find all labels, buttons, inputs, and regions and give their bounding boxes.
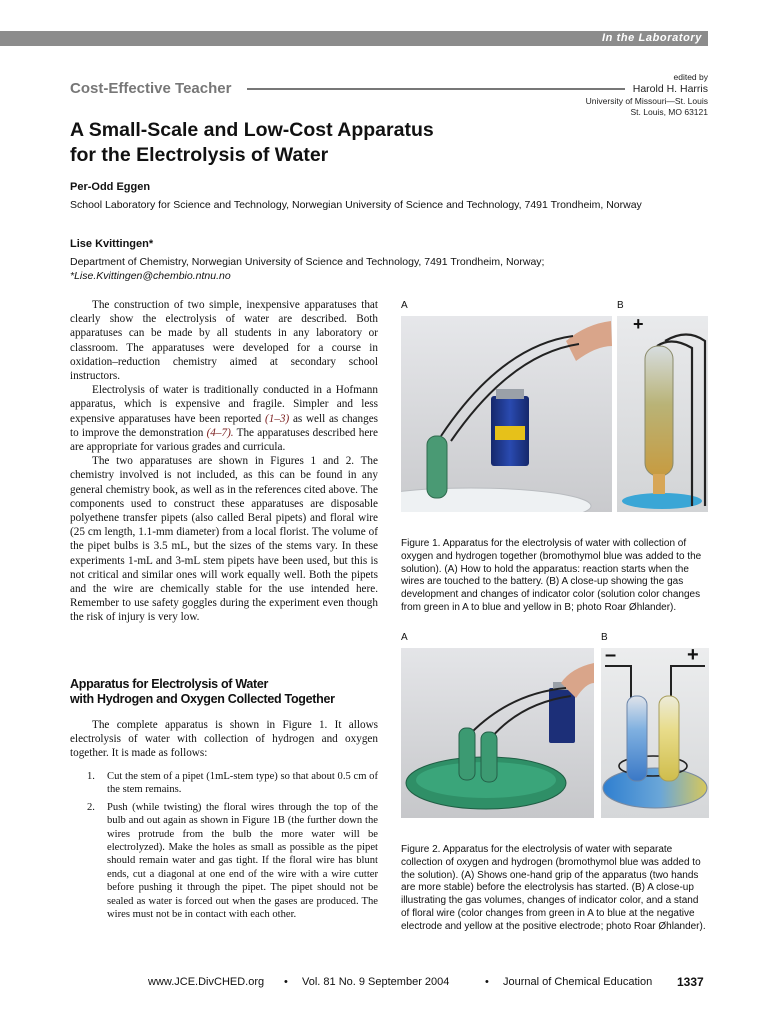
section-bar [0, 31, 708, 46]
footer-separator-1: • [284, 976, 288, 988]
step-number: 2. [87, 801, 95, 813]
step-text: Cut the stem of a pipet (1mL-stem type) so that about 0.5 cm of the stem remains. [107, 771, 378, 796]
fig1b-photo [617, 316, 708, 512]
fig1-label-b: B [617, 300, 624, 311]
steps-list [70, 770, 378, 925]
heading-line-1: Apparatus for Electrolysis of Water [70, 677, 269, 691]
fig1a-photo [401, 316, 612, 512]
fig2-label-a: A [401, 632, 408, 643]
paragraph-4: The complete apparatus is shown in Figure 1. It allows electrolysis of water with collection of hydrogen and oxygen together. It is made as follows: [70, 719, 378, 760]
editor-name: Harold H. Harris [632, 83, 708, 95]
list-item [70, 770, 378, 797]
paragraph-1: The construction of two simple, inexpensive apparatuses that clearly show the electrolysis of water are described. Both apparatuses can be made by all students in any laboratory or classroom. The apparatuses were developed for a course in oxidation–reduction chemistry aimed at secondary school instructors. [70, 299, 378, 383]
p2-text-b: as well as changes to improve the demonstration [70, 412, 379, 439]
reference-link-2[interactable]: (4–7). [206, 426, 234, 439]
editor-block [586, 72, 708, 118]
step-number: 1. [87, 771, 95, 782]
footer-journal: Journal of Chemical Education [503, 976, 653, 988]
fig1b-plus-sign: + [633, 316, 644, 334]
fig1a-illustration [401, 316, 612, 512]
reference-link-1[interactable]: (1–3) [265, 412, 290, 425]
editor-affiliation: University of Missouri—St. Louis [585, 96, 708, 106]
fig1b-illustration [617, 316, 708, 512]
column-title: Cost-Effective Teacher [70, 80, 232, 97]
fig2b-minus-sign: – [605, 648, 617, 666]
fig2b-plus-sign: + [687, 648, 699, 666]
title-line-1: A Small-Scale and Low-Cost Apparatus [70, 119, 434, 141]
list-item [70, 801, 378, 922]
edited-by-label: edited by [673, 72, 708, 82]
footer-separator-2: • [485, 976, 489, 988]
fig2-label-b: B [601, 632, 608, 643]
step-text: Push (while twisting) the floral wires through the top of the bulb and out again as shown in Figure 1B (the further down the wires protrude from the bulb the more water will be electrolyzed). Make the holes as small as possible as the pipet should remain water and gas tight. If the floral wire has blunt ends, cut a diagonal at one end of the wire with a wire cutter before pushing it through the pipet. The pipet should not be sealed as water is forced out when the gases are produced. The wires must not be in contact with each other. [107, 801, 378, 921]
editor-address: St. Louis, MO 63121 [630, 107, 708, 117]
p2-text-c: The apparatuses described here are appropriate for various grades and curricula. [70, 426, 378, 454]
author-1: Per-Odd Eggen [70, 181, 151, 193]
fig2b-photo [601, 648, 709, 818]
fig2b-illustration [601, 648, 709, 818]
column-rule [247, 88, 625, 90]
author-2-affiliation [70, 255, 700, 283]
fig2a-photo [401, 648, 594, 818]
p2-text-a: Electrolysis of water is traditionally conducted in a Hofmann apparatus, which is expensive and fragile. Simpler and less expensive apparatuses have been reported [70, 384, 378, 425]
title-line-2: for the Electrolysis of Water [70, 144, 329, 166]
section-label: In the Laboratory [592, 31, 708, 46]
page-number: 1337 [677, 975, 704, 989]
figure-2-caption: Figure 2. Apparatus for the electrolysis of water with separate collection of oxygen and hydrogen (bromothymol blue was added to the solution). (A) Shows one-hand grip of the apparatus (two hands are more stable) before the electrolysis has started. (B) A close-up illustrating the gas volumes, changes of indicator color, and a stand of floral wire (color changes from green in A to blue at the negative electrode and yellow at the positive electrode; photo Roar Øhlander). [401, 844, 706, 932]
paragraph-3: The two apparatuses are shown in Figures 1 and 2. The chemistry involved is not included, as this can be found in any general chemistry book, as well as in the references cited above. The components used to construct these apparatuses are disposable polyethene transfer pipets (also called Beral pipets) and floral wire (25 cm length, 1.1-mm diameter) from a local florist. The volume of the pipet bulbs is 3.5 mL, but the sizes of the stems vary. In these experiments 1-mL and 3-mL stem pipets have been used, but this is not critical and similar ones will work equally well. Both the pipets and the wire are chemically stable for the use intended here. Remember to use safety goggles during the experiment even though the risk of injury is very low. [70, 455, 378, 624]
figure-1-caption: Figure 1. Apparatus for the electrolysis of water with collection of oxygen and hydrogen together (bromothymol blue was added to the solution). (A) How to hold the apparatus: reaction starts when the wires are touched to the battery. (B) A close-up showing the gas development and changes of indicator color (solution color changes from green in A to blue and yellow in B; photo Roar Øhlander). [401, 538, 702, 613]
author-2-affil-text: Department of Chemistry, Norwegian University of Science and Technology, 7491 Trondheim, Norway; [70, 256, 545, 268]
article-title [70, 118, 550, 168]
body-section [70, 718, 378, 761]
author-1-affiliation: School Laboratory for Science and Technology, Norwegian University of Science and Technology, 7491 Trondheim, Norway [70, 199, 642, 211]
heading-line-2: with Hydrogen and Oxygen Collected Together [70, 692, 335, 706]
fig2a-illustration [401, 648, 594, 818]
author-2-email[interactable]: *Lise.Kvittingen@chembio.ntnu.no [70, 270, 231, 282]
footer-url[interactable]: www.JCE.DivCHED.org [148, 976, 265, 988]
body-intro [70, 298, 378, 625]
footer-volume: Vol. 81 No. 9 September 2004 [302, 976, 450, 988]
section-heading [70, 677, 380, 707]
paragraph-2 [70, 383, 378, 454]
fig1-label-a: A [401, 300, 408, 311]
author-2: Lise Kvittingen* [70, 238, 154, 250]
